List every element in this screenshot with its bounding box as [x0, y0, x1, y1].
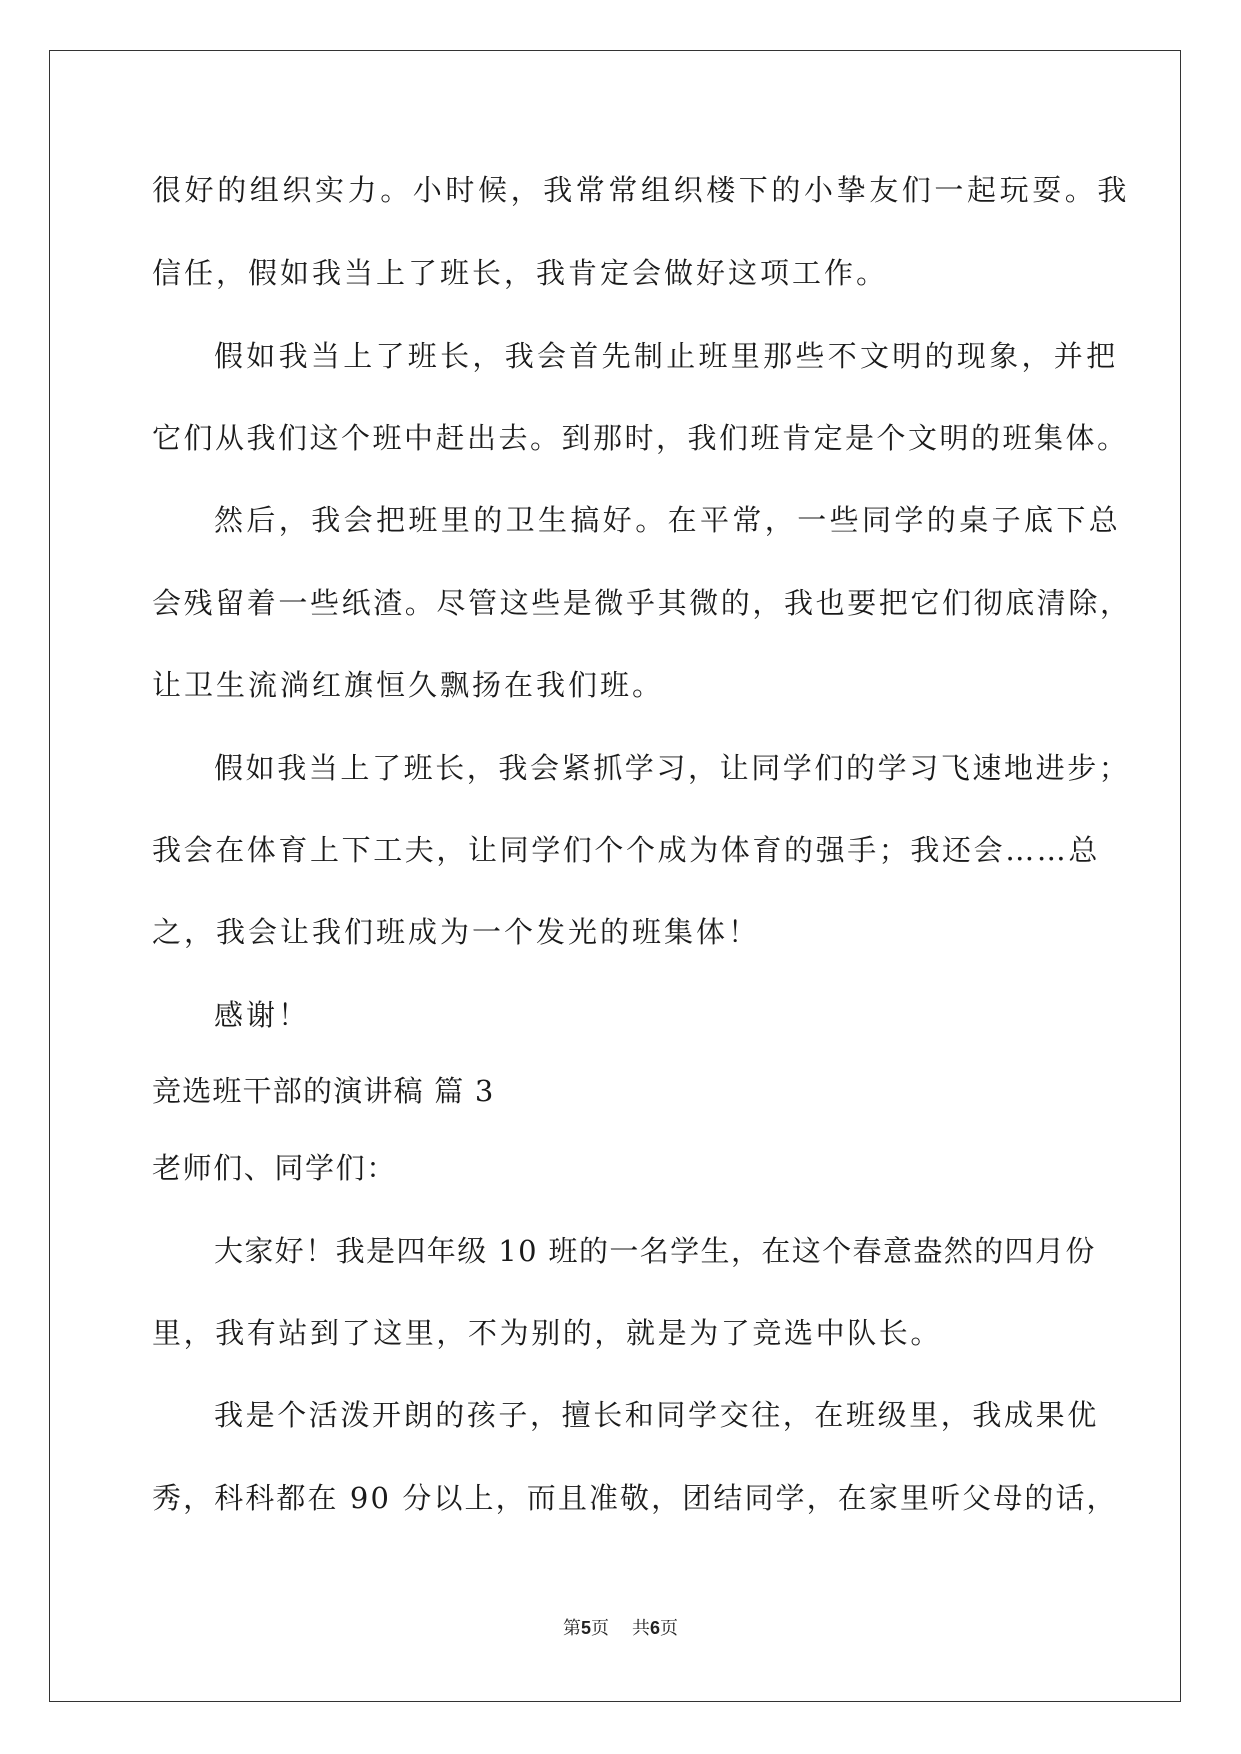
salutation: 老师们、同学们： [152, 1151, 397, 1185]
text-line: 它们从我们这个班中赶出去。到那时，我们班肯定是个文明的班集体。 [152, 421, 1129, 455]
text-line: 信任，假如我当上了班长，我肯定会做好这项工作。 [152, 256, 889, 290]
current-page: 5 [581, 1618, 592, 1638]
text-line: 大家好！我是四年级 10 班的一名学生，在这个春意盎然的四月份 [214, 1234, 1096, 1268]
text-line: 秀，科科都在 90 分以上，而且准敬，团结同学，在家里听父母的话， [152, 1481, 1118, 1515]
text-line: 让卫生流淌红旗恒久飘扬在我们班。 [152, 668, 665, 702]
text-line: 会残留着一些纸渣。尽管这些是微乎其微的，我也要把它们彻底清除， [152, 586, 1132, 620]
text-line: 假如我当上了班长，我会紧抓学习，让同学们的学习飞速地进步； [214, 751, 1131, 785]
page-border [49, 50, 1181, 1702]
total-prefix: 共 [631, 1618, 650, 1639]
text-line: 假如我当上了班长，我会首先制止班里那些不文明的现象，并把 [214, 339, 1119, 373]
page-suffix: 页 [591, 1618, 610, 1639]
total-suffix: 页 [659, 1618, 678, 1639]
page-prefix: 第 [563, 1618, 582, 1639]
text-line: 里，我有站到了这里，不为别的，就是为了竞选中队长。 [152, 1316, 943, 1350]
section-heading: 竞选班干部的演讲稿 篇 3 [152, 1074, 495, 1108]
text-line: 我是个活泼开朗的孩子，擅长和同学交往，在班级里，我成果优 [214, 1398, 1099, 1432]
text-line: 很好的组织实力。小时候，我常常组织楼下的小挚友们一起玩耍。我 [152, 173, 1131, 207]
total-pages-label [632, 1618, 678, 1639]
total-pages: 6 [649, 1618, 660, 1638]
text-line: 然后，我会把班里的卫生搞好。在平常，一些同学的桌子底下总 [214, 503, 1122, 537]
text-line: 之，我会让我们班成为一个发光的班集体！ [152, 915, 761, 949]
page-footer [0, 1616, 1241, 1641]
text-line: 我会在体育上下工夫，让同学们个个成为体育的强手；我还会……总 [152, 833, 1101, 867]
text-line: 感谢！ [214, 998, 311, 1032]
page-number-label [563, 1618, 609, 1639]
